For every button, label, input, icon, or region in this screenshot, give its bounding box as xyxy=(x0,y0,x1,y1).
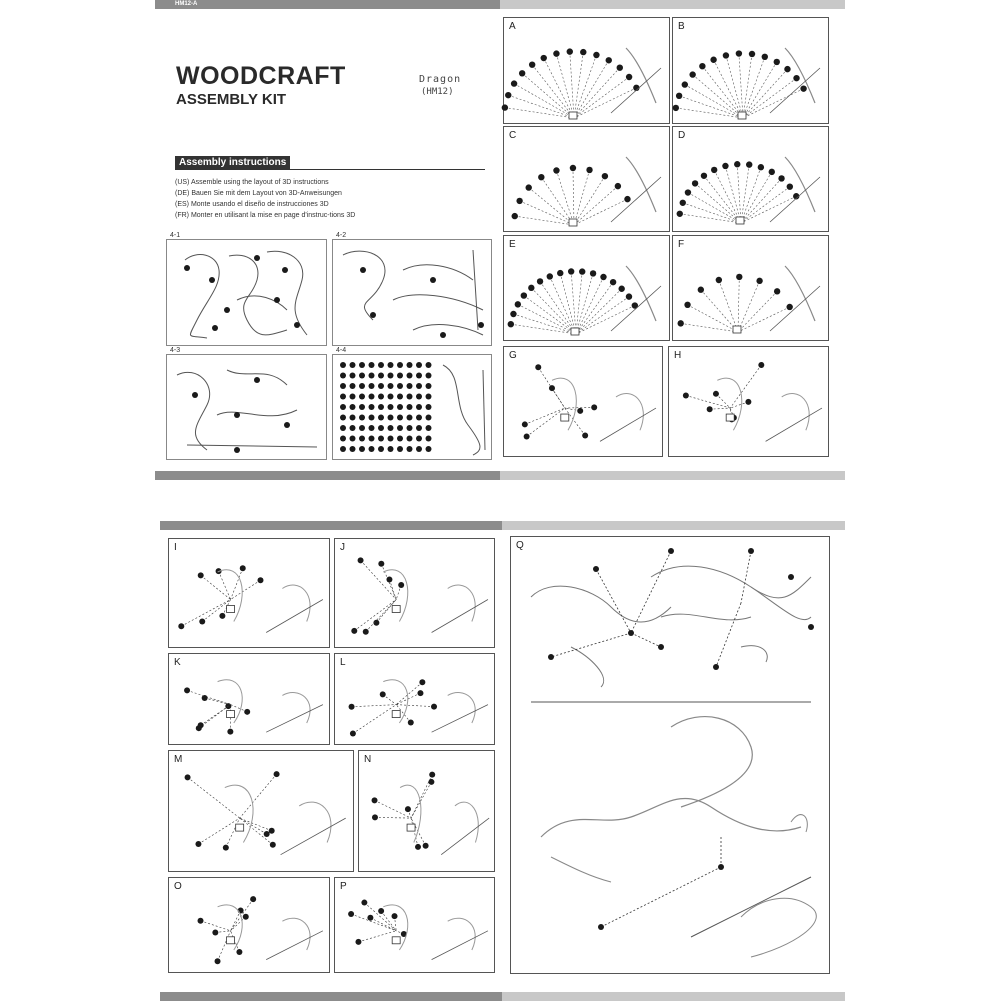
step-e-drawing xyxy=(504,236,671,342)
step-n-label: N xyxy=(364,754,372,765)
step-n-drawing xyxy=(359,751,496,873)
step-m-panel xyxy=(168,750,354,872)
step-c-label: C xyxy=(509,130,517,141)
step-k-drawing xyxy=(169,654,331,746)
step-a-drawing xyxy=(504,18,671,125)
step-h-panel xyxy=(668,346,829,457)
step-b-panel xyxy=(672,17,829,124)
sheet-label-4-2: 4-2 xyxy=(336,232,347,239)
step-p-label: P xyxy=(340,881,347,892)
step-g-panel xyxy=(503,346,663,457)
bottom-bar-left xyxy=(160,992,502,1001)
step-h-label: H xyxy=(674,350,682,361)
step-m-label: M xyxy=(174,754,183,765)
sheet-4-4 xyxy=(332,354,492,460)
step-i-drawing xyxy=(169,539,331,649)
step-k-panel xyxy=(168,653,330,745)
step-l-drawing xyxy=(335,654,496,746)
sheet-4-1 xyxy=(166,239,327,346)
step-l-label: L xyxy=(340,657,346,668)
step-f-panel xyxy=(672,235,829,341)
step-a-panel xyxy=(503,17,670,124)
instructions-divider xyxy=(175,169,485,170)
step-g-label: G xyxy=(509,350,517,361)
step-p-drawing xyxy=(335,878,496,974)
sheet-4-3-drawing xyxy=(167,355,328,461)
model-name: Dragon xyxy=(419,74,462,85)
step-b-label: B xyxy=(678,21,685,32)
step-c-drawing xyxy=(504,127,671,233)
mid-bar-left xyxy=(155,471,500,480)
mid-bar-right xyxy=(500,471,845,480)
instruction-line-fr: (FR) Monter en utilisant la mise en page d'instruc-tions 3D xyxy=(175,212,356,219)
step-o-panel xyxy=(168,877,330,973)
sheet-label-4-3: 4-3 xyxy=(170,347,181,354)
step-k-label: K xyxy=(174,657,181,668)
step-b-drawing xyxy=(673,18,830,125)
lower-bar-left xyxy=(160,521,502,530)
step-n-panel xyxy=(358,750,495,872)
step-j-drawing xyxy=(335,539,496,649)
step-l-panel xyxy=(334,653,495,745)
step-j-label: J xyxy=(340,542,345,553)
step-e-label: E xyxy=(509,239,516,250)
bottom-bar-right xyxy=(502,992,845,1001)
step-d-drawing xyxy=(673,127,830,233)
step-o-drawing xyxy=(169,878,331,974)
top-bar-left xyxy=(155,0,500,9)
page-title: WOODCRAFT xyxy=(176,62,346,90)
lower-bar-right xyxy=(502,521,845,530)
page-subtitle: ASSEMBLY KIT xyxy=(176,91,287,108)
step-p-panel xyxy=(334,877,495,973)
instruction-line-us: (US) Assemble using the layout of 3D instructions xyxy=(175,179,329,186)
sheet-label-4-4: 4-4 xyxy=(336,347,347,354)
step-e-panel xyxy=(503,235,670,341)
instruction-line-de: (DE) Bauen Sie mit dem Layout von 3D-Anweisungen xyxy=(175,190,342,197)
top-bar-right xyxy=(500,0,845,9)
step-a-label: A xyxy=(509,21,516,32)
model-code: (HM12) xyxy=(421,87,454,97)
sheet-4-3 xyxy=(166,354,327,460)
step-g-drawing xyxy=(504,347,664,458)
instructions-heading: Assembly instructions xyxy=(175,156,290,170)
step-f-label: F xyxy=(678,239,685,250)
sheet-4-1-drawing xyxy=(167,240,328,347)
sheet-4-2-drawing xyxy=(333,240,493,347)
sheet-4-2 xyxy=(332,239,492,346)
step-h-drawing xyxy=(669,347,830,458)
step-j-panel xyxy=(334,538,495,648)
step-i-label: I xyxy=(174,542,177,553)
step-c-panel xyxy=(503,126,670,232)
sheet-label-4-1: 4-1 xyxy=(170,232,181,239)
step-d-label: D xyxy=(678,130,686,141)
step-q-label: Q xyxy=(516,540,524,551)
step-i-panel xyxy=(168,538,330,648)
step-q-drawing xyxy=(511,537,831,975)
instruction-line-es: (ES) Monte usando el diseño de instrucciones 3D xyxy=(175,201,329,208)
page-code: HM12-A xyxy=(175,1,198,7)
sheet-4-4-drawing xyxy=(333,355,493,461)
step-q-panel xyxy=(510,536,830,974)
step-m-drawing xyxy=(169,751,355,873)
step-d-panel xyxy=(672,126,829,232)
step-o-label: O xyxy=(174,881,182,892)
step-f-drawing xyxy=(673,236,830,342)
